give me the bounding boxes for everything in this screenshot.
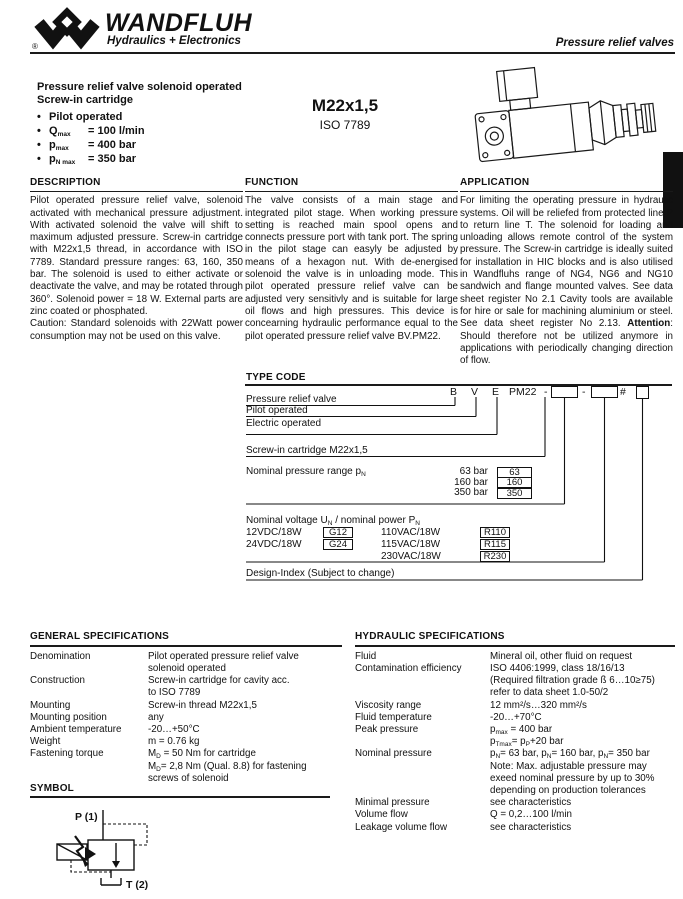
spec-value-line: solenoid operated xyxy=(148,662,226,674)
pressure-option-code: 63 xyxy=(497,467,532,478)
spec-value-line: $p_N= 63$ bar, $p_N= 160$ bar, $p_N= 350$ bar xyxy=(490,748,650,761)
code-segment-pilot: V xyxy=(471,386,479,398)
feature-bullet xyxy=(37,125,242,139)
spec-value-line: Note: Max. adjustable pressure may xyxy=(490,760,647,772)
pressure-option-code: 160 xyxy=(497,477,532,488)
hydraulic-specs-heading: HYDRAULIC SPECIFICATIONS xyxy=(355,631,505,642)
spec-value xyxy=(148,651,342,675)
code-blank-box-index xyxy=(636,386,649,399)
label-pressure-range: Nominal pressure range $p_N$ xyxy=(246,466,366,478)
thread-designation xyxy=(293,96,397,132)
thread-size: M22x1,5 xyxy=(311,96,379,115)
function-heading: FUNCTION xyxy=(245,177,458,192)
symbol-section xyxy=(30,783,330,798)
spec-value xyxy=(490,724,677,748)
spec-row xyxy=(30,736,342,748)
spec-value-line: $M_D = 50$ Nm for cartridge xyxy=(148,748,256,761)
registered-mark: ® xyxy=(32,42,38,51)
label-design-index: Design-Index (Subject to change) xyxy=(246,568,395,579)
voltage-option-code: G24 xyxy=(323,539,353,550)
spec-value-line: any xyxy=(148,711,164,723)
spec-label: Fluid temperature xyxy=(355,711,432,723)
label-pilot-operated: Pilot operated xyxy=(246,405,308,416)
bullet-dot: • xyxy=(37,139,41,151)
spec-value-line: Pilot operated pressure relief valve xyxy=(148,650,299,662)
spec-value-line: $M_D= 2,8$ Nm (Qual. 8.8) for fastening xyxy=(148,760,307,773)
spec-label: Fluid xyxy=(355,650,377,662)
bullet-value: = 100 l/min xyxy=(88,125,145,137)
application-text: For limiting the operating pressure in hydraulic systems. Oil will be reliefed from protected line P to return line T. The solenoid for loading and unloading allows remote control of the system pressure. The Screw-in cartridge is ideally suited for installation in HIC blocks and is also utilised in Wandfluhs range of NG4, NG6 and NG10 sandwich and flange mounted valves. See data sheet register No 2.1 Cavity tools are available for hire or sale for machining aluminium or steel. See data sheet register No 2.13. Attention: Should therefore not be utilized anymore in applications with periodically changing direction of flow. xyxy=(460,195,673,367)
spec-row xyxy=(30,700,342,712)
voltage-option-text: 110VAC/18W xyxy=(381,527,441,538)
hydraulic-symbol xyxy=(55,800,245,898)
spec-value-line: Mineral oil, other fluid on request xyxy=(490,650,633,662)
spec-value-line: to ISO 7789 xyxy=(148,687,201,699)
spec-row xyxy=(355,809,677,821)
spec-value-line: exeed nominal pressure by up to 30% xyxy=(490,772,655,784)
spec-value-line: Screw-in thread M22x1,5 xyxy=(148,699,257,711)
spec-row xyxy=(355,797,677,809)
spec-value xyxy=(490,700,677,712)
spec-row xyxy=(355,748,677,797)
feature-bullet xyxy=(37,139,242,153)
spec-label: Mounting xyxy=(30,699,71,711)
spec-value xyxy=(148,736,342,748)
spec-value xyxy=(148,748,342,785)
application-heading: APPLICATION xyxy=(460,177,673,192)
type-code-section xyxy=(245,371,675,587)
spec-value-line: refer to data sheet 1.0-50/2 xyxy=(490,687,609,699)
bullet-dot: • xyxy=(37,125,41,137)
spec-value-line: (Required filtration grade ß 6…10≥75) xyxy=(490,675,655,687)
code-dash: - xyxy=(582,386,586,398)
label-voltage: Nominal voltage $U_N$ / nominal power $P_N$ xyxy=(246,515,420,527)
code-segment-valve: B xyxy=(450,386,458,398)
product-drawing xyxy=(452,60,670,180)
spec-label: Leakage volume flow xyxy=(355,821,448,833)
code-blank-box-pressure xyxy=(551,386,578,398)
voltage-option-text: 115VAC/18W xyxy=(381,539,441,550)
pressure-option-code: 350 xyxy=(497,488,532,499)
type-code-heading: TYPE CODE xyxy=(246,372,306,383)
pressure-option-text: 160 bar xyxy=(454,476,488,488)
voltage-option-code: R110 xyxy=(480,527,510,538)
spec-row xyxy=(30,651,342,675)
spec-label: Ambient temperature xyxy=(30,723,122,735)
description-heading: DESCRIPTION xyxy=(30,177,243,192)
spec-label: Mounting position xyxy=(30,711,107,723)
general-specs-section xyxy=(30,631,342,785)
spec-value xyxy=(490,651,677,663)
spec-value xyxy=(148,724,342,736)
title-block xyxy=(37,81,242,167)
spec-value-line: ISO 4406:1999, class 18/16/13 xyxy=(490,662,625,674)
application-section xyxy=(460,177,673,367)
code-segment-cartridge: PM22 xyxy=(509,386,537,398)
spec-row xyxy=(355,822,677,834)
code-blank-box-voltage xyxy=(591,386,618,398)
description-caution: Caution: Standard solenoids with 22Watt power consumption may not be used on this valve. xyxy=(30,318,243,342)
port-t-label: T (2) xyxy=(126,879,149,891)
spec-row xyxy=(355,700,677,712)
description-text: Pilot operated pressure relief valve, solenoid activated with mechanical pressure adjustment. With activated solenoid the valve will shift to maximum adjusted pressure. Screw-in cartridge with M22x1,5 thread, in accordance with ISO 7789. Standard pressure ranges: 63, 160, 350 bar. The solenoid is used to either activate or deactivate the valve, and may be rotated through 360°. Solenoid power = 18 W. External parts are zinc coated or phosphated. xyxy=(30,195,243,317)
spec-label: Denomination xyxy=(30,650,91,662)
pressure-option-text: 350 bar xyxy=(454,487,488,498)
spec-value-line: see characteristics xyxy=(490,797,572,809)
spec-row xyxy=(355,724,677,748)
port-p-label: P (1) xyxy=(75,811,98,823)
spec-value-line: 12 mm²/s…320 mm²/s xyxy=(490,699,587,711)
label-electric-operated: Electric operated xyxy=(246,418,322,429)
voltage-option-text: 24VDC/18W xyxy=(246,539,302,550)
feature-bullet xyxy=(37,153,242,167)
spec-label: Construction xyxy=(30,675,85,687)
spec-row xyxy=(30,675,342,699)
spec-label: Nominal pressure xyxy=(355,748,432,760)
spec-value xyxy=(490,797,677,809)
bullet-label: $Q_{max}$ xyxy=(49,125,71,138)
spec-value-line: m = 0.76 kg xyxy=(148,736,200,748)
hydraulic-specs-section xyxy=(355,631,677,834)
spec-value-line: depending on production tolerances xyxy=(490,784,646,796)
spec-value-line: $p_{Tmax}= p_P+20$ bar xyxy=(490,736,564,749)
symbol-heading: SYMBOL xyxy=(30,783,74,794)
spec-row xyxy=(355,651,677,663)
bullet-value: = 400 bar xyxy=(88,139,137,151)
spec-value xyxy=(490,822,677,834)
label-pressure-relief-valve: Pressure relief valve xyxy=(246,394,337,405)
spec-value xyxy=(490,809,677,821)
spec-value xyxy=(490,663,677,700)
hydraulic-specs-rule xyxy=(355,645,675,647)
general-specs-rule xyxy=(30,645,342,647)
bullet-value: = 350 bar xyxy=(88,153,137,165)
spec-value xyxy=(148,700,342,712)
spec-label: Viscosity range xyxy=(355,699,422,711)
spec-label: Peak pressure xyxy=(355,723,419,735)
spec-value-line: -20…+70°C xyxy=(490,711,542,723)
wandfluh-logo xyxy=(32,7,102,53)
spec-row xyxy=(30,748,342,785)
spec-value-line: Screw-in cartridge for cavity acc. xyxy=(148,675,290,687)
voltage-option-code: G12 xyxy=(323,527,353,538)
title-line1: Pressure relief valve solenoid operated xyxy=(37,81,242,93)
bullet-label: $p_{N max}$ xyxy=(49,153,76,166)
function-section xyxy=(245,177,458,343)
spec-value xyxy=(490,748,677,797)
code-segment-electric: E xyxy=(492,386,500,398)
spec-label: Weight xyxy=(30,736,61,748)
spec-value-line: see characteristics xyxy=(490,821,572,833)
spec-value-line: $p_{max} = 400$ bar xyxy=(490,723,553,736)
spec-value xyxy=(148,675,342,699)
spec-label: Volume flow xyxy=(355,809,408,821)
header-rule xyxy=(30,52,675,54)
code-dash: - xyxy=(544,386,548,398)
function-text: The valve consists of a main stage and integrated pilot stage. When working pressure setting is reached main spool opens and connects pressure port with tank port. The spring in the pilot stage can easyly be adjusted by means of a hexagon nut. With de-energised solenoid the valve is in unloading mode. This pilot operated pressure relief valve can be adjusted very sensitivly and is suitable for large oil flows and high pressures. This device is concearning hydraulic performance equal to the pilot operated pressure relief valve BV.PM22. xyxy=(245,195,458,342)
spec-value-line: Q = 0,2…100 l/min xyxy=(490,809,572,821)
general-specs-heading: GENERAL SPECIFICATIONS xyxy=(30,631,170,642)
code-hash: # xyxy=(620,386,626,398)
document-category: Pressure relief valves xyxy=(555,37,674,49)
voltage-option-text: 230VAC/18W xyxy=(381,551,441,562)
voltage-option-text: 12VDC/18W xyxy=(246,527,302,538)
feature-bullet xyxy=(37,111,242,125)
bullet-dot: • xyxy=(37,153,41,165)
title-line2: Screw-in cartridge xyxy=(37,94,133,106)
brand-tagline: Hydraulics + Electronics xyxy=(107,35,241,47)
spec-row xyxy=(355,663,677,700)
symbol-rule xyxy=(30,796,330,798)
voltage-option-code: R230 xyxy=(480,551,510,562)
bullet-label: $p_{max}$ xyxy=(49,139,69,152)
description-section xyxy=(30,177,243,343)
spec-label: Minimal pressure xyxy=(355,797,430,809)
pressure-option-text: 63 bar xyxy=(459,466,488,477)
bullet-dot: • xyxy=(37,111,41,123)
spec-row xyxy=(30,724,342,736)
spec-value-line: screws of solenoid xyxy=(148,772,229,784)
iso-standard: ISO 7789 xyxy=(319,118,371,132)
spec-row xyxy=(355,712,677,724)
spec-row xyxy=(30,712,342,724)
spec-label: Contamination efficiency xyxy=(355,662,462,674)
brand-name: WANDFLUH xyxy=(105,9,253,37)
spec-label: Fastening torque xyxy=(30,748,104,760)
label-cartridge: Screw-in cartridge M22x1,5 xyxy=(246,445,368,456)
voltage-option-code: R115 xyxy=(480,539,510,550)
bullet-label: Pilot operated xyxy=(49,111,123,123)
spec-value xyxy=(490,712,677,724)
spec-value xyxy=(148,712,342,724)
spec-value-line: -20…+50°C xyxy=(148,723,200,735)
